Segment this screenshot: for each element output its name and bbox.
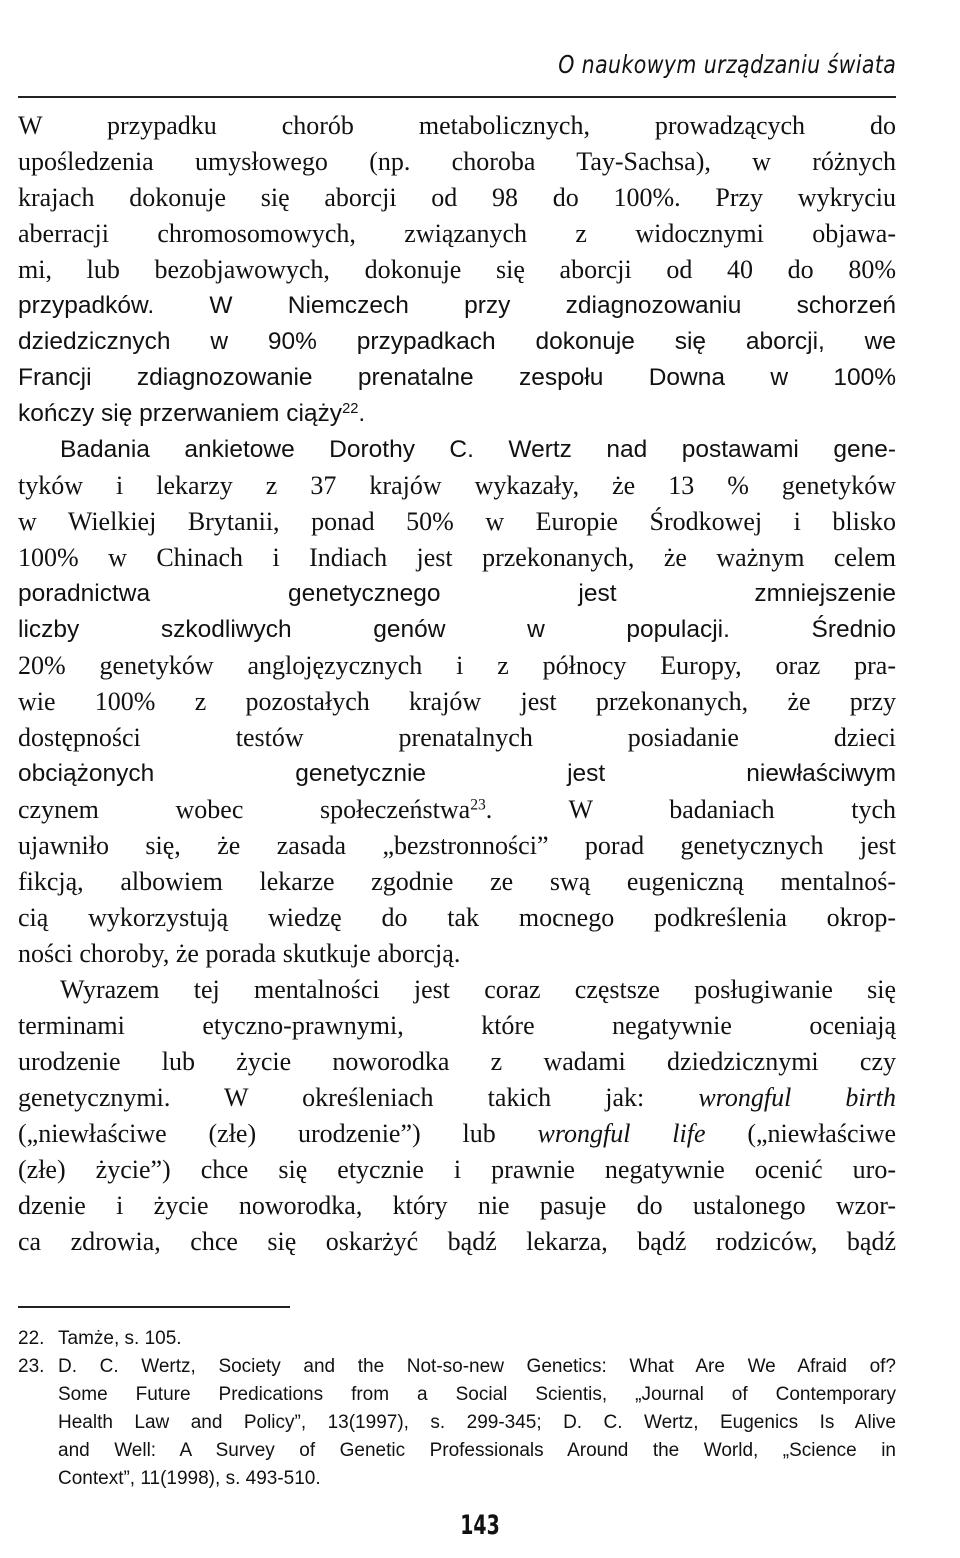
text-line: ności choroby, że porada skutkuje aborcją. [18,939,461,968]
footnote-text-line: and Well: A Survey of Genetic Professionals Around the World, „Science in [58,1440,896,1461]
text-fragment: kończy się przerwaniem ciąży [18,400,343,427]
footnote-text-line: Health Law and Policy”, 13(1997), s. 299-345; D. C. Wertz, Eugenics Is Alive [58,1412,896,1433]
text-line-spaced: obciążonych genetycznie jest niewłaściwym [18,760,896,787]
text-fragment: czynem wobec społeczeństwa [18,795,471,824]
footnote-ref: 22 [342,400,359,417]
text-line: upośledzenia umysłowego (np. choroba Tay-Sachsa), w różnych [18,147,896,176]
emphasis-term: wrongful life [537,1119,706,1148]
page-number: 143 [460,1510,500,1541]
text-line: fikcją, albowiem lekarze zgodnie ze swą eugeniczną mentalnoś- [18,867,896,896]
text-line: dziedzicznych w 90% przypadkach dokonuje się aborcji, we [18,328,896,355]
text-line [18,792,896,828]
text-line [18,1080,896,1116]
text-line: ujawniło się, że zasada „bezstronności” porad genetycznych jest [18,831,896,860]
text-line: w Wielkiej Brytanii, ponad 50% w Europie Środkowej i blisko [18,507,896,536]
emphasis-term: wrongful birth [698,1083,896,1112]
text-line: (złe) życie”) chce się etycznie i prawnie negatywnie ocenić uro- [18,1155,896,1184]
text-line-spaced: poradnictwa genetycznego jest zmniejszenie [18,580,896,607]
text-line: W przypadku chorób metabolicznych, prowadzących do [18,111,896,140]
text-line: 100% w Chinach i Indiach jest przekonanych, że ważnym celem [18,543,896,572]
text-line: 20% genetyków anglojęzycznych i z północy Europy, oraz pra- [18,651,896,680]
footnote-22 [18,1325,896,1353]
text-fragment: („niewłaściwe [747,1119,896,1148]
text-line: wie 100% z pozostałych krajów jest przekonanych, że przy [18,687,896,716]
text-fragment: . W badaniach tych [485,795,896,824]
text-line: Badania ankietowe Dorothy C. Wertz nad postawami gene- [60,436,896,463]
footnotes [18,1325,896,1493]
footnote-text: Tamże, s. 105. [58,1328,182,1349]
text-line [18,1116,896,1152]
text-line: przypadków. W Niemczech przy zdiagnozowaniu schorzeń [18,292,896,319]
footnote-number: 23. [18,1356,45,1377]
text-line: ca zdrowia, chce się oskarżyć bądź lekarza, bądź rodziców, bądź [18,1227,896,1256]
text-line: tyków i lekarzy z 37 krajów wykazały, że 13 % genetyków [18,471,896,500]
text-line: urodzenie lub życie noworodka z wadami dziedzicznymi czy [18,1047,896,1076]
text-line: Francji zdiagnozowanie prenatalne zespołu Downa w 100% [18,364,896,391]
text-line: dzenie i życie noworodka, który nie pasuje do ustalonego wzor- [18,1191,896,1220]
text-line-spaced: dostępności testów prenatalnych posiadanie dzieci [18,723,896,752]
text-line: terminami etyczno-prawnymi, które negatywnie oceniają [18,1011,896,1040]
running-head-title: O naukowym urządzaniu świata [557,50,896,79]
text-line [18,396,896,432]
footnote-23 [18,1353,896,1381]
main-text [18,108,896,1260]
footnote-text-line: Context”, 11(1998), s. 493-510. [58,1468,321,1489]
text-line: Wyrazem tej mentalności jest coraz częstsze posługiwanie się [60,975,896,1004]
footnote-text: D. C. Wertz, Society and the Not-so-new Genetics: What Are We Afraid of? [58,1356,896,1377]
text-line: krajach dokonuje się aborcji od 98 do 100%. Przy wykryciu [18,183,896,212]
text-line: mi, lub bezobjawowych, dokonuje się aborcji od 40 do 80% [18,255,896,284]
text-line-spaced: liczby szkodliwych genów w populacji. Średnio [18,616,896,643]
footnote-ref: 23 [470,796,486,814]
text-line: cią wykorzystują wiedzę do tak mocnego podkreślenia okrop- [18,903,896,932]
text-fragment: („niewłaściwe (złe) urodzenie”) lub [18,1119,496,1148]
header-rule [18,96,896,98]
text-fragment: genetycznymi. W określeniach takich jak: [18,1083,645,1112]
text-fragment: . [358,400,366,427]
footnote-number: 22. [18,1328,45,1349]
footnote-rule [18,1306,290,1308]
text-line: aberracji chromosomowych, związanych z widocznymi objawa- [18,219,896,248]
footnote-text-line: Some Future Predications from a Social Scientis, „Journal of Contemporary [58,1384,896,1405]
